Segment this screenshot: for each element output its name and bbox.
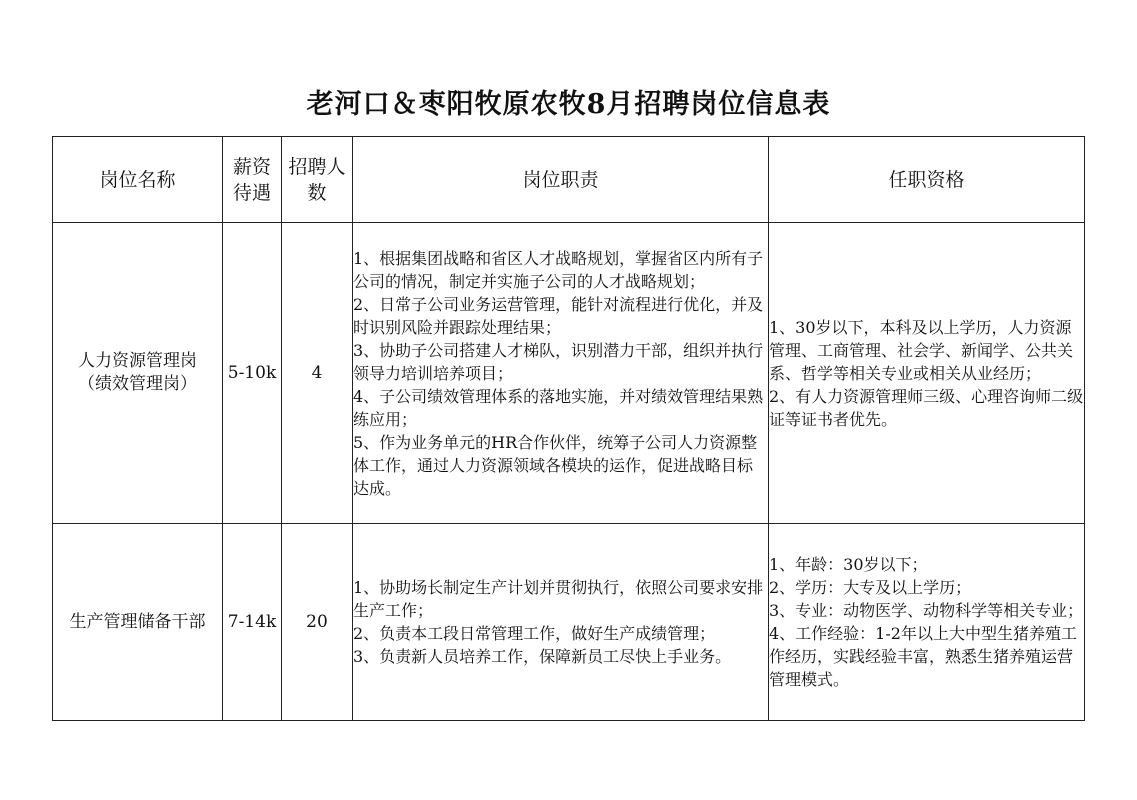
header-position: 岗位名称 <box>53 137 223 223</box>
qualification-item: 1、30岁以下，本科及以上学历，人力资源管理、工商管理、社会学、新闻学、公共关系、哲学等相关专业或相关从业经历； <box>769 317 1074 383</box>
count-cell: 4 <box>282 223 353 524</box>
qualification-item: 2、学历：大专及以上学历； <box>769 578 972 597</box>
header-salary <box>223 137 282 223</box>
header-salary-line1: 薪资 <box>232 155 271 178</box>
duty-item: 3、负责新人员培养工作，保障新员工尽快上手业务。 <box>353 647 732 666</box>
header-count <box>282 137 353 223</box>
qualification-item: 4、工作经验：1-2年以上大中型生猪养殖工作经历，实践经验丰富，熟悉生猪养殖运营管理模式。 <box>769 624 1077 689</box>
header-duties: 岗位职责 <box>353 137 769 223</box>
position-name: 生产管理储备干部 <box>69 611 206 632</box>
duty-item: 4、子公司绩效管理体系的落地实施，并对绩效管理结果熟练应用； <box>353 386 764 429</box>
duties-cell <box>353 223 769 524</box>
header-qualifications: 任职资格 <box>769 137 1085 223</box>
position-cell <box>53 223 223 524</box>
qualifications-cell <box>769 223 1085 524</box>
qualifications-cell <box>769 524 1085 721</box>
table-row <box>53 524 1085 721</box>
duty-item: 1、根据集团战略和省区人才战略规划，掌握省区内所有子公司的情况，制定并实施子公司的人才战略规划； <box>353 248 764 291</box>
position-subtitle: （绩效管理岗） <box>78 374 197 394</box>
duty-item: 3、协助子公司搭建人才梯队，识别潜力干部，组织并执行领导力培训培养项目； <box>353 340 764 383</box>
duty-item: 5、作为业务单元的HR合作伙伴，统筹子公司人力资源整体工作，通过人力资源领域各模块的运作，促进战略目标达成。 <box>353 432 758 498</box>
table-row <box>53 223 1085 524</box>
duty-item: 2、日常子公司业务运营管理，能针对流程进行优化，并及时识别风险并跟踪处理结果； <box>353 294 764 337</box>
salary-cell: 7-14k <box>223 524 282 721</box>
header-count-line2: 数 <box>307 181 327 204</box>
duty-item: 2、负责本工段日常管理工作，做好生产成绩管理； <box>353 624 716 643</box>
count-cell: 20 <box>282 524 353 721</box>
table-header-row <box>53 137 1085 223</box>
header-count-line1: 招聘人 <box>288 155 346 178</box>
duties-cell <box>353 524 769 721</box>
page-title: 老河口＆枣阳牧原农牧8月招聘岗位信息表 <box>306 89 831 120</box>
position-cell <box>53 524 223 721</box>
header-salary-line2: 待遇 <box>232 181 271 204</box>
job-table <box>52 136 1085 721</box>
qualification-item: 2、有人力资源管理师三级、心理咨询师二级证等证书者优先。 <box>769 386 1084 429</box>
position-name: 人力资源管理岗 <box>78 351 197 371</box>
qualification-item: 3、专业：动物医学、动物科学等相关专业； <box>769 601 1084 620</box>
qualification-item: 1、年龄：30岁以下； <box>769 555 928 574</box>
duty-item: 1、协助场长制定生产计划并贯彻执行，依照公司要求安排生产工作； <box>353 578 764 620</box>
salary-cell: 5-10k <box>223 223 282 524</box>
